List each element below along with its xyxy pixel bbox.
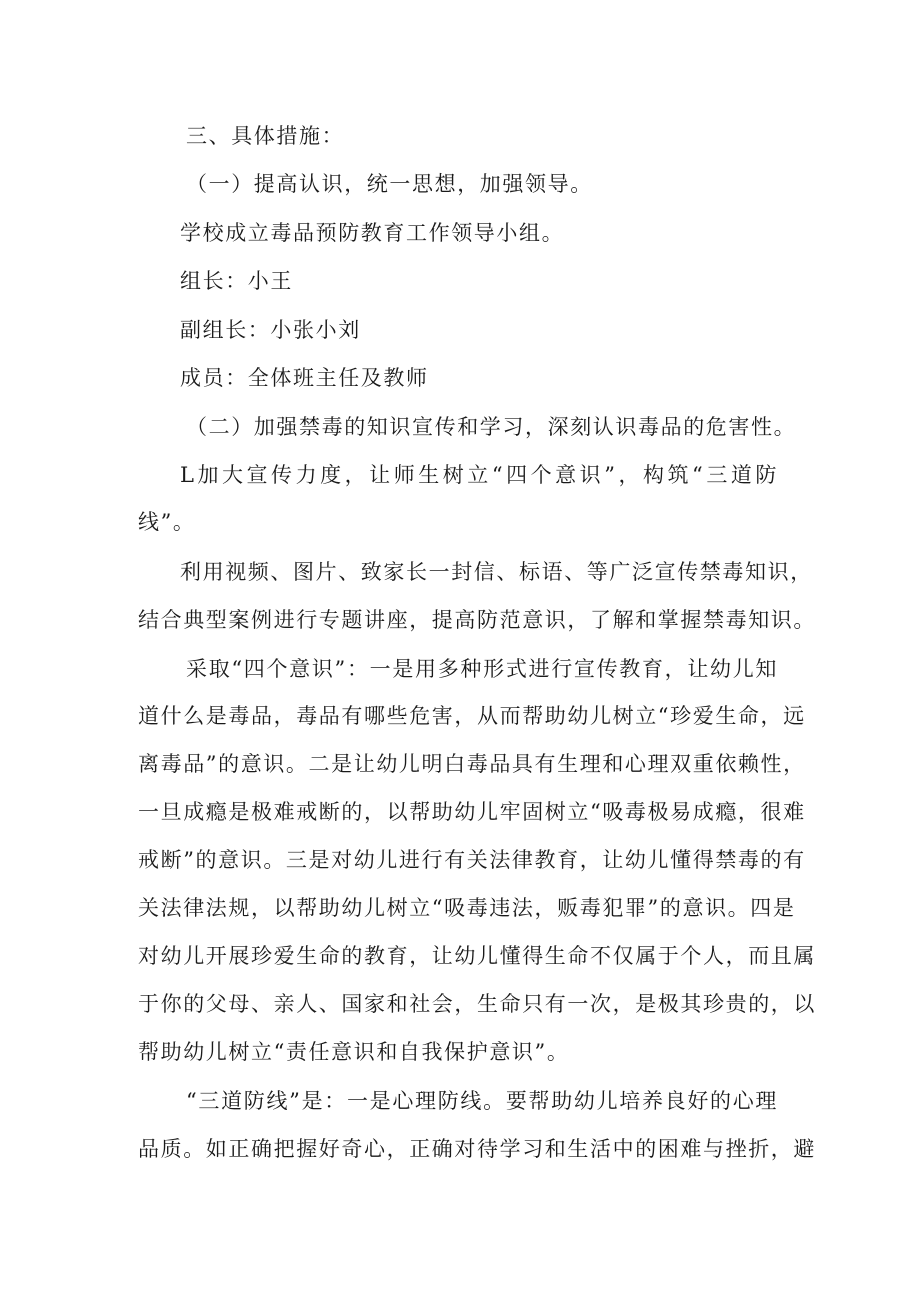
paragraph-four-awareness-line: 戒断”的意识。三是对幼儿进行有关法律教育，让幼儿懂得禁毒的有 <box>138 848 806 872</box>
deputy-leader-line: 副组长：小张小刘 <box>180 318 361 342</box>
paragraph-four-awareness-line: 采取“四个意识”：一是用多种形式进行宣传教育，让幼儿知 <box>186 657 778 681</box>
paragraph-four-awareness-line: 道什么是毒品，毒品有哪些危害，从而帮助幼儿树立“珍爱生命，远 <box>138 704 806 728</box>
paragraph-four-awareness-line: 对幼儿开展珍爱生命的教育，让幼儿懂得生命不仅属于个人，而且属 <box>138 944 816 968</box>
paragraph-group-founded: 学校成立毒品预防教育工作领导小组。 <box>180 221 565 245</box>
paragraph-publicity-line: 结合典型案例进行专题讲座，提高防范意识，了解和掌握禁毒知识。 <box>138 608 816 632</box>
members-line: 成员：全体班主任及教师 <box>180 366 429 390</box>
item-1-line: 线”。 <box>138 510 196 534</box>
subsection-heading-1: （一）提高认识，统一思想，加强领导。 <box>186 172 593 196</box>
section-heading: 三、具体措施： <box>186 124 345 148</box>
paragraph-four-awareness-line: 关法律法规，以帮助幼儿树立“吸毒违法，贩毒犯罪”的意识。四是 <box>138 896 796 920</box>
paragraph-four-awareness-line: 离毒品”的意识。二是让幼儿明白毒品具有生理和心理双重依赖性， <box>138 752 806 776</box>
paragraph-four-awareness-line: 帮助幼儿树立“责任意识和自我保护意识”。 <box>138 1040 570 1064</box>
paragraph-publicity-line: 利用视频、图片、致家长一封信、标语、等广泛宣传禁毒知识， <box>180 560 813 584</box>
paragraph-four-awareness-line: 于你的父母、亲人、国家和社会，生命只有一次，是极其珍贵的，以 <box>138 992 816 1016</box>
subsection-heading-2: （二）加强禁毒的知识宣传和学习，深刻认识毒品的危害性。 <box>186 415 797 439</box>
paragraph-four-awareness-line: 一旦成瘾是极难戒断的，以帮助幼儿牢固树立“吸毒极易成瘾，很难 <box>138 800 806 824</box>
paragraph-three-defenses-line: 品质。如正确把握好奇心，正确对待学习和生活中的困难与挫折，避 <box>138 1137 816 1161</box>
paragraph-three-defenses-line: “三道防线”是：一是心理防线。要帮助幼儿培养良好的心理 <box>186 1089 778 1113</box>
item-1-line: L加大宣传力度，让师生树立“四个意识”，构筑“三道防 <box>180 463 778 487</box>
group-leader-line: 组长：小王 <box>180 269 293 293</box>
